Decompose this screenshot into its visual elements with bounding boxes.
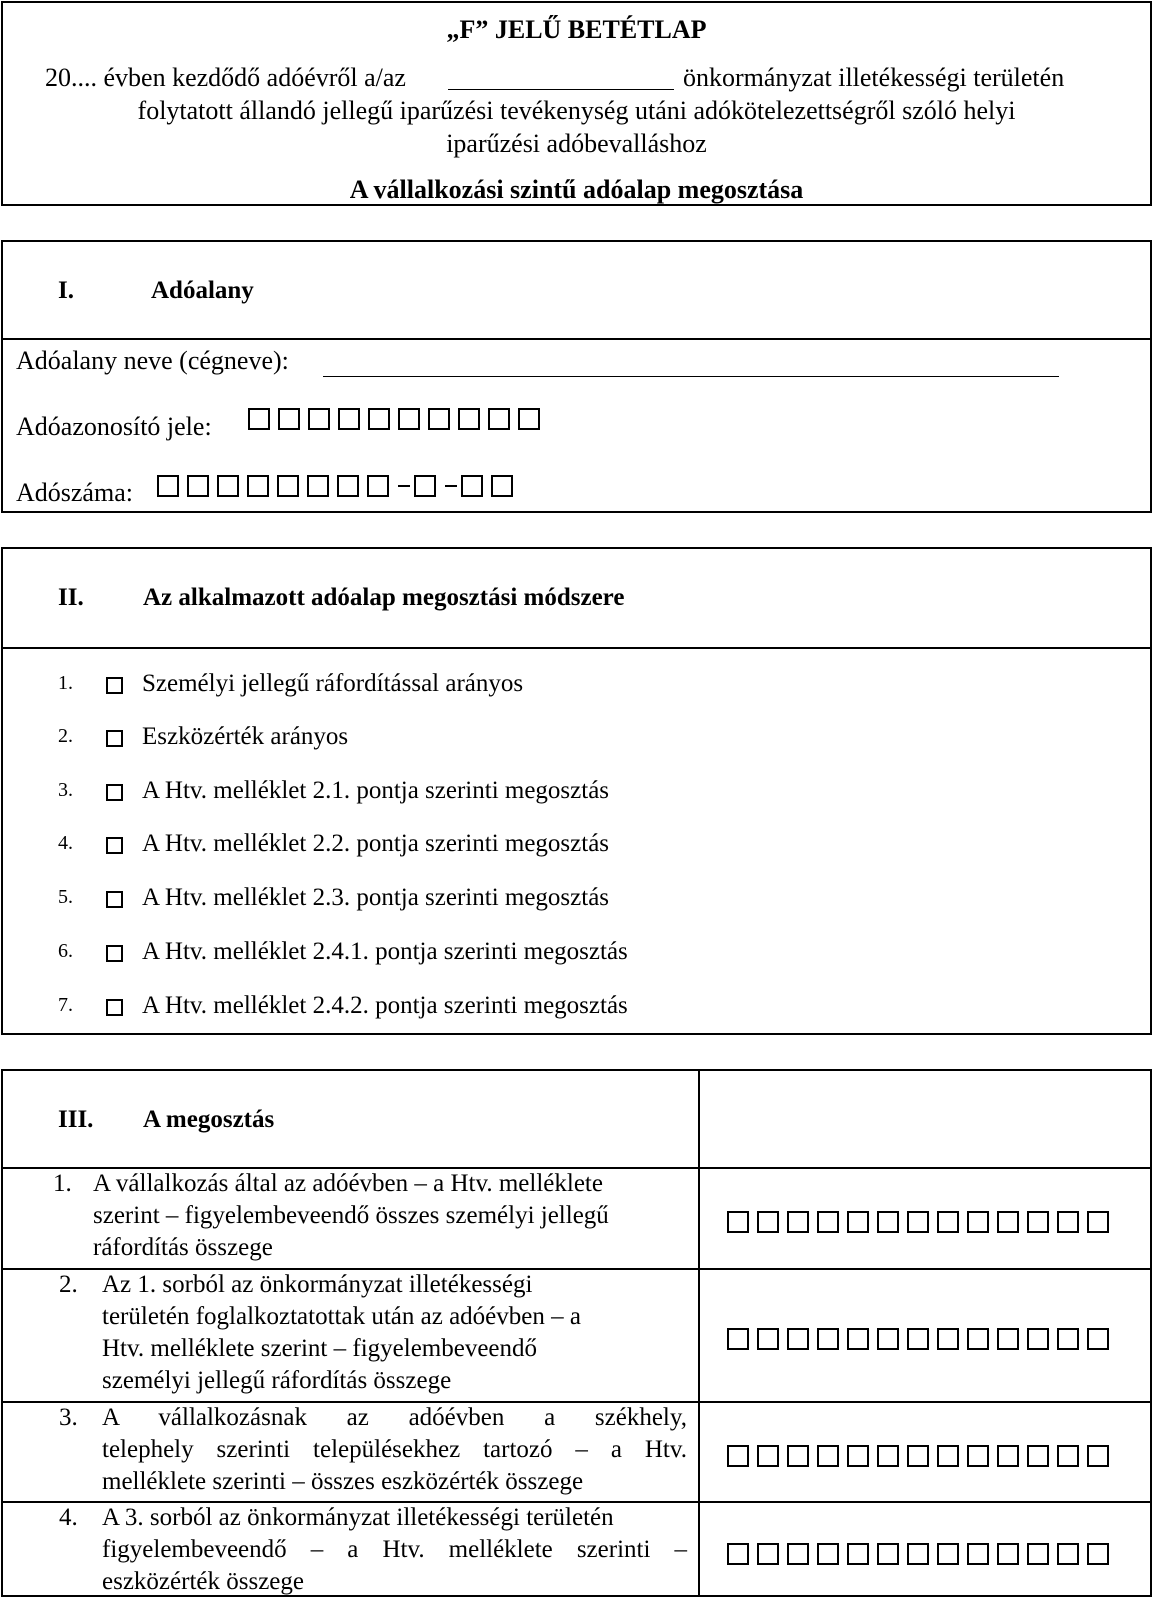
digit-box[interactable] [937,1211,959,1233]
row-number: 4. [59,1504,78,1531]
tax-number-boxes[interactable] [157,475,521,497]
digit-box[interactable] [727,1445,749,1467]
digit-box[interactable] [727,1543,749,1565]
digit-box[interactable] [308,408,330,430]
option-label: Eszközérték arányos [142,723,349,750]
section2-title: Az alkalmazott adóalap megosztási módszere [143,584,625,611]
header-box [1,1,1152,206]
amount-boxes[interactable] [727,1445,1117,1467]
row-divider [3,1501,1150,1503]
option-number: 4. [58,832,73,854]
digit-box[interactable] [248,408,270,430]
option-number: 1. [58,672,73,694]
header-line2: folytatott állandó jellegű iparűzési tevékenység utáni adókötelezettségről szóló helyi [137,96,1016,125]
digit-box[interactable] [1057,1543,1079,1565]
digit-box[interactable] [937,1543,959,1565]
method-option[interactable] [58,725,73,748]
amount-boxes[interactable] [727,1328,1117,1350]
header-line1-start: 20.... évben kezdődő adóévről a/az [45,63,406,92]
digit-box[interactable] [757,1543,779,1565]
row-text-line: területén foglalkoztatottak után az adóévben – a [102,1303,581,1330]
option-label: A Htv. melléklet 2.2. pontja szerinti megosztás [142,830,610,857]
digit-box[interactable] [967,1211,989,1233]
digit-box[interactable] [967,1445,989,1467]
taxpayer-name-field[interactable] [323,376,1059,377]
row-text-line: melléklete szerinti – összes eszközérték összege [102,1468,584,1495]
option-label: A Htv. melléklet 2.1. pontja szerinti megosztás [142,777,610,804]
option-checkbox[interactable] [106,999,123,1016]
separator-dash [445,485,457,487]
digit-box[interactable] [1087,1543,1109,1565]
digit-box[interactable] [1027,1211,1049,1233]
option-checkbox[interactable] [106,677,123,694]
digit-box[interactable] [1027,1543,1049,1565]
option-checkbox[interactable] [106,730,123,747]
digit-box[interactable] [997,1543,1019,1565]
digit-box[interactable] [414,475,436,497]
digit-box[interactable] [491,475,513,497]
section1-title: Adóalany [151,277,254,304]
digit-box[interactable] [997,1211,1019,1233]
digit-box[interactable] [937,1328,959,1350]
digit-box[interactable] [1027,1445,1049,1467]
digit-box[interactable] [997,1445,1019,1467]
digit-box[interactable] [877,1328,899,1350]
digit-box[interactable] [518,408,540,430]
digit-box[interactable] [787,1543,809,1565]
method-option[interactable] [58,940,73,963]
digit-box[interactable] [247,475,269,497]
option-label: A Htv. melléklet 2.4.2. pontja szerinti megosztás [142,992,628,1019]
digit-box[interactable] [877,1543,899,1565]
digit-box[interactable] [1087,1211,1109,1233]
digit-box[interactable] [907,1445,929,1467]
section2-roman: II. [58,584,84,611]
form-title: „F” JELŰ BETÉTLAP [446,15,707,44]
taxpayer-name-label: Adóalany neve (cégneve): [16,346,289,375]
method-option[interactable] [58,779,73,802]
option-label: A Htv. melléklet 2.3. pontja szerinti megosztás [142,884,610,911]
digit-box[interactable] [1087,1445,1109,1467]
municipality-blank[interactable] [448,89,674,90]
header-line1-end: önkormányzat illetékességi területén [683,63,1065,92]
digit-box[interactable] [847,1328,869,1350]
row-text-line: A vállalkozás által az adóévben – a Htv. melléklete [93,1170,603,1197]
option-number: 5. [58,886,73,908]
row-text-line: személyi jellegű ráfordítás összege [102,1367,452,1394]
separator-dash [398,485,410,487]
row-text-line: telephely szerinti településekhez tartozó – a Htv. [102,1436,687,1463]
digit-box[interactable] [847,1543,869,1565]
digit-box[interactable] [997,1328,1019,1350]
column-divider [698,1071,700,1595]
option-label: Személyi jellegű ráfordítással arányos [142,670,524,697]
digit-box[interactable] [217,475,239,497]
digit-box[interactable] [278,408,300,430]
digit-box[interactable] [277,475,299,497]
digit-box[interactable] [967,1543,989,1565]
option-number: 7. [58,994,73,1016]
section-method [1,547,1152,1035]
digit-box[interactable] [428,408,450,430]
digit-box[interactable] [727,1328,749,1350]
digit-box[interactable] [787,1211,809,1233]
section-taxpayer [1,240,1152,513]
row-text-line: eszközérték összege [102,1568,304,1595]
amount-boxes[interactable] [727,1543,1117,1565]
digit-box[interactable] [338,408,360,430]
digit-box[interactable] [1087,1328,1109,1350]
digit-box[interactable] [817,1543,839,1565]
digit-box[interactable] [1027,1328,1049,1350]
row-number: 1. [53,1170,72,1197]
method-option[interactable] [58,672,73,695]
digit-box[interactable] [368,408,390,430]
amount-boxes[interactable] [727,1211,1117,1233]
digit-box[interactable] [1057,1328,1079,1350]
option-number: 3. [58,779,73,801]
option-number: 6. [58,940,73,962]
method-option[interactable] [58,832,73,855]
digit-box[interactable] [757,1328,779,1350]
row-text-line: Az 1. sorból az önkormányzat illetékességi [102,1271,533,1298]
digit-box[interactable] [877,1445,899,1467]
option-number: 2. [58,725,73,747]
digit-box[interactable] [847,1445,869,1467]
digit-box[interactable] [727,1211,749,1233]
tax-id-label: Adóazonosító jele: [16,412,212,441]
digit-box[interactable] [488,408,510,430]
section2-divider [3,647,1150,649]
row-text-line: szerint – figyelembeveendő összes személyi jellegű [93,1202,609,1229]
section-allocation [1,1069,1152,1597]
row-text-line: A 3. sorból az önkormányzat illetékességi területén [102,1504,614,1531]
digit-box[interactable] [757,1211,779,1233]
digit-box[interactable] [1057,1445,1079,1467]
row-number: 2. [59,1271,78,1298]
digit-box[interactable] [937,1445,959,1467]
digit-box[interactable] [187,475,209,497]
row-divider [3,1268,1150,1270]
digit-box[interactable] [817,1445,839,1467]
digit-box[interactable] [337,475,359,497]
digit-box[interactable] [1057,1211,1079,1233]
digit-box[interactable] [398,408,420,430]
digit-box[interactable] [907,1328,929,1350]
digit-box[interactable] [907,1543,929,1565]
digit-box[interactable] [757,1445,779,1467]
digit-box[interactable] [787,1445,809,1467]
form-subtitle: A vállalkozási szintű adóalap megosztása [349,175,804,204]
option-checkbox[interactable] [106,784,123,801]
header-line3: iparűzési adóbevalláshoz [446,129,707,158]
row-text-line: Htv. melléklete szerint – figyelembeveendő [102,1335,538,1362]
digit-box[interactable] [461,475,483,497]
digit-box[interactable] [157,475,179,497]
digit-box[interactable] [817,1211,839,1233]
row-number: 3. [59,1404,78,1431]
digit-box[interactable] [367,475,389,497]
row-text-line: A vállalkozásnak az adóévben a székhely, [102,1404,687,1431]
digit-box[interactable] [307,475,329,497]
digit-box[interactable] [847,1211,869,1233]
section1-divider [3,338,1150,340]
digit-box[interactable] [907,1211,929,1233]
method-option[interactable] [58,886,73,909]
row-text-line: figyelembeveendő – a Htv. melléklete szerinti – [102,1536,687,1563]
option-checkbox[interactable] [106,891,123,908]
digit-box[interactable] [877,1211,899,1233]
digit-box[interactable] [817,1328,839,1350]
tax-id-boxes[interactable] [248,408,548,430]
digit-box[interactable] [967,1328,989,1350]
tax-number-label: Adószáma: [16,478,133,507]
digit-box[interactable] [458,408,480,430]
option-checkbox[interactable] [106,945,123,962]
row-text-line: ráfordítás összege [93,1234,273,1261]
method-option[interactable] [58,994,73,1017]
section1-roman: I. [58,277,74,304]
option-checkbox[interactable] [106,837,123,854]
section3-roman: III. [58,1106,94,1133]
section3-title: A megosztás [143,1106,275,1133]
digit-box[interactable] [787,1328,809,1350]
option-label: A Htv. melléklet 2.4.1. pontja szerinti megosztás [142,938,628,965]
row-divider [3,1167,1150,1169]
row-divider [3,1401,1150,1403]
